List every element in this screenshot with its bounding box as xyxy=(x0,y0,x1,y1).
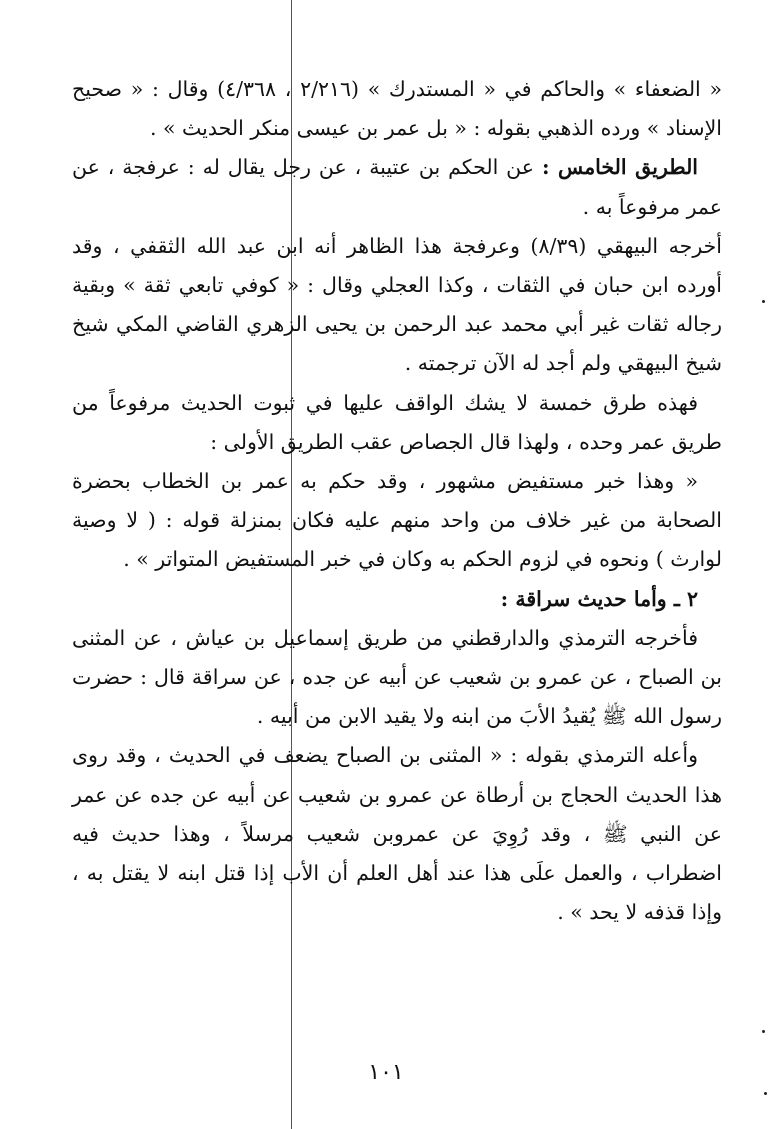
paragraph: « وهذا خبر مستفيض مشهور ، وقد حكم به عمر بن الخطاب بحضرة الصحابة من غير خلاف من واحد منهم عليه فكان بمنزلة قوله : ( لا وصية لوارث ) ونحوه في لزوم الحكم به وكان في خبر المستفيض المتواتر » . xyxy=(72,469,722,572)
section-heading: ٢ ـ وأما حديث سراقة : xyxy=(500,586,698,611)
paragraph-text: عن الحكم بن عتيبة ، عن رجل يقال له : عرفجة ، عن عمر مرفوعاً به . xyxy=(72,155,722,219)
margin-mark xyxy=(764,1092,767,1095)
paragraph xyxy=(72,148,722,226)
paragraph: أخرجه البيهقي (٨/٣٩) وعرفجة هذا الظاهر أنه ابن عبد الله الثقفي ، وقد أورده ابن حبان في الثقات ، وكذا العجلي وقال : « كوفي تابعي ثقة » وبقية رجاله ثقات غير أبي محمد عبد الرحمن بن يحيى الزهري القاضي المكي شيخ شيخ البيهقي ولم أجد له الآن ترجمته . xyxy=(72,233,722,376)
paragraph: فأخرجه الترمذي والدارقطني من طريق إسماعيل بن عياش ، عن المثنى بن الصباح ، عن عمرو بن شعيب عن أبيه عن جده ، عن سراقة قال : حضرت رسول الله ﷺ يُقيدُ الأبَ من ابنه ولا يقيد الابن من أبيه . xyxy=(72,625,722,729)
page-body xyxy=(72,70,722,932)
section-lead: الطريق الخامس : xyxy=(541,155,699,180)
page-number: ١٠١ xyxy=(368,1060,404,1085)
margin-mark xyxy=(762,300,765,303)
paragraph: فهذه طرق خمسة لا يشك الواقف عليها في ثبوت الحديث مرفوعاً من طريق عمر وحده ، ولهذا قال الجصاص عقب الطريق الأولى : xyxy=(72,390,722,454)
paragraph: « الضعفاء » والحاكم في « المستدرك » (٢/٢١٦ ، ٤/٣٦٨) وقال : « صحيح الإسناد » ورده الذهبي بقوله : « بل عمر بن عيسى منكر الحديث » . xyxy=(72,77,722,141)
margin-mark xyxy=(762,1030,765,1033)
paragraph: وأعله الترمذي بقوله : « المثنى بن الصباح يضعف في الحديث ، وقد روى هذا الحديث الحجاج بن أرطاة عن عمرو بن شعيب عن أبيه عن جده عن عمر عن النبي ﷺ ، وقد رُوِيَ عن عمروبن شعيب مرسلاً ، وهذا حديث فيه اضطراب ، والعمل علَى هذا عند أهل العلم أن الأب إذا قتل ابنه لا يقتل به ، وإذا قذفه لا يحد » . xyxy=(72,743,722,925)
